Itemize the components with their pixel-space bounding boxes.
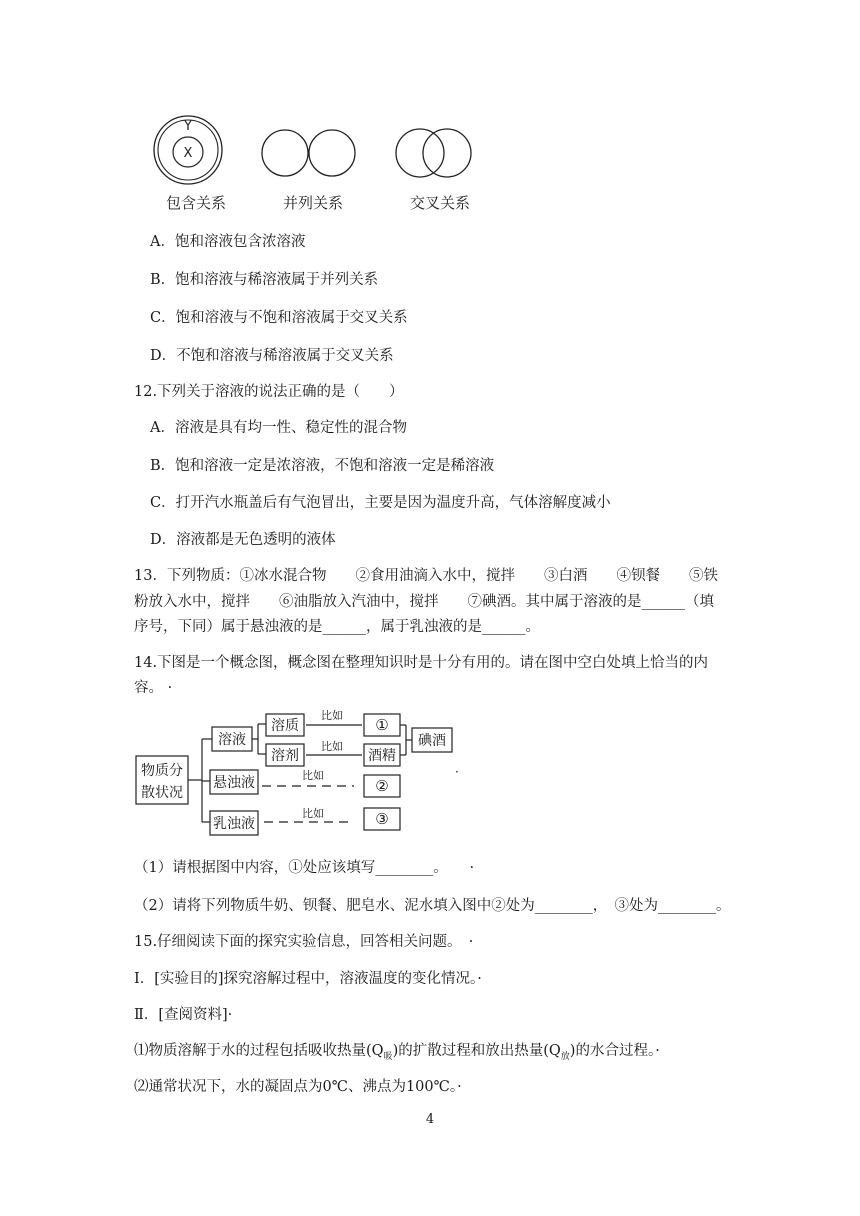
venn-relations-figure [140, 110, 500, 220]
q12-option-c: C．打开汽水瓶盖后有气泡冒出，主要是因为温度升高，气体溶解度减小 [150, 495, 611, 511]
solute-label: 溶质 [271, 718, 299, 734]
alcohol-label: 酒精 [368, 748, 396, 764]
caption-intersect: 交叉关系 [409, 194, 471, 212]
example-label-1: 比如 [321, 709, 343, 722]
q15-info-title: Ⅱ．[查阅资料]· [134, 1007, 233, 1023]
q13-line-3: 序号，下同）属于悬浊液的是______，属于乳浊液的是______。 [134, 619, 540, 635]
q15-purpose: Ⅰ．[实验目的]探究溶解过程中，溶液温度的变化情况。· [134, 971, 482, 987]
page-number: 4 [425, 1112, 435, 1127]
parallel-circle-left [262, 130, 308, 176]
intersect-relation [396, 129, 471, 212]
blank1-label: ① [375, 716, 389, 734]
solution-label: 溶液 [218, 732, 246, 748]
q14-sub2: （2）请将下列物质牛奶、钡餐、肥皂水、泥水填入图中②处为________， ③处为________。 [134, 898, 731, 914]
q14-sub1: （1）请根据图中内容，①处应该填写________。 · [134, 860, 475, 876]
concept-map [130, 706, 480, 842]
q11-option-d: D．不饱和溶液与稀溶液属于交叉关系 [150, 348, 394, 364]
intersect-circle-left [396, 129, 444, 177]
blank2-label: ② [375, 777, 389, 795]
label-y: Y [184, 119, 192, 134]
q11-option-b: B．饱和溶液与稀溶液属于并列关系 [150, 272, 379, 288]
emulsion-label: 乳浊液 [213, 816, 255, 832]
q15-info1-part-c: )的水合过程。· [569, 1043, 660, 1059]
blank3-label: ③ [375, 810, 389, 828]
q12-stem: 12.下列关于溶液的说法正确的是（ ） [134, 384, 404, 400]
q15-info-1 [134, 1041, 660, 1067]
q14-line-1: 14.下图是一个概念图，概念图在整理知识时是十分有用的。请在图中空白处填上恰当的内 [134, 655, 709, 671]
q15-info1-sub-release: 放 [560, 1051, 570, 1062]
example-label-2: 比如 [321, 740, 343, 753]
q11-option-a: A．饱和溶液包含浓溶液 [150, 234, 306, 250]
contain-relation [154, 116, 226, 212]
example-label-4: 比如 [302, 807, 324, 820]
intersect-circle-right [423, 129, 471, 177]
caption-parallel: 并列关系 [282, 194, 344, 212]
q12-option-a: A．溶液是具有均一性、稳定性的混合物 [150, 420, 407, 436]
q12-option-d: D．溶液都是无色透明的液体 [150, 532, 336, 548]
stray-dot: · [455, 765, 459, 779]
q12-option-b: B．饱和溶液一定是浓溶液，不饱和溶液一定是稀溶液 [150, 458, 495, 474]
q13-line-2: 粉放入水中，搅拌 ⑥油脂放入汽油中，搅拌 ⑦碘酒。其中属于溶液的是______（填 [134, 594, 714, 610]
q15-info1-sub-absorb: 吸 [383, 1051, 393, 1062]
solvent-label: 溶剂 [271, 748, 299, 764]
example-label-3: 比如 [302, 769, 324, 782]
suspension-label: 悬浊液 [213, 775, 255, 791]
label-x: X [183, 146, 193, 161]
q15-info1-part-a: ⑴物质溶解于水的过程包括吸收热量(Q [134, 1043, 384, 1059]
root-label-2: 散状况 [141, 785, 183, 801]
iodine-tincture-label: 碘酒 [418, 733, 446, 749]
q15-stem: 15.仔细阅读下面的探究实验信息，回答相关问题。 · [134, 934, 474, 950]
q15-info-2: ⑵通常状况下，水的凝固点为0℃、沸点为100℃。· [134, 1079, 462, 1095]
q11-option-c: C．饱和溶液与不饱和溶液属于交叉关系 [150, 310, 408, 326]
root-label-1: 物质分 [141, 763, 183, 779]
q15-info1-part-b: )的扩散过程和放出热量(Q [392, 1043, 561, 1059]
parallel-relation [262, 130, 355, 212]
q14-line-2: 容。 · [134, 680, 173, 696]
caption-contain: 包含关系 [165, 194, 227, 212]
q13-line-1: 13．下列物质：①冰水混合物 ②食用油滴入水中，搅拌 ③白酒 ④钡餐 ⑤铁 [134, 568, 718, 584]
parallel-circle-right [309, 130, 355, 176]
